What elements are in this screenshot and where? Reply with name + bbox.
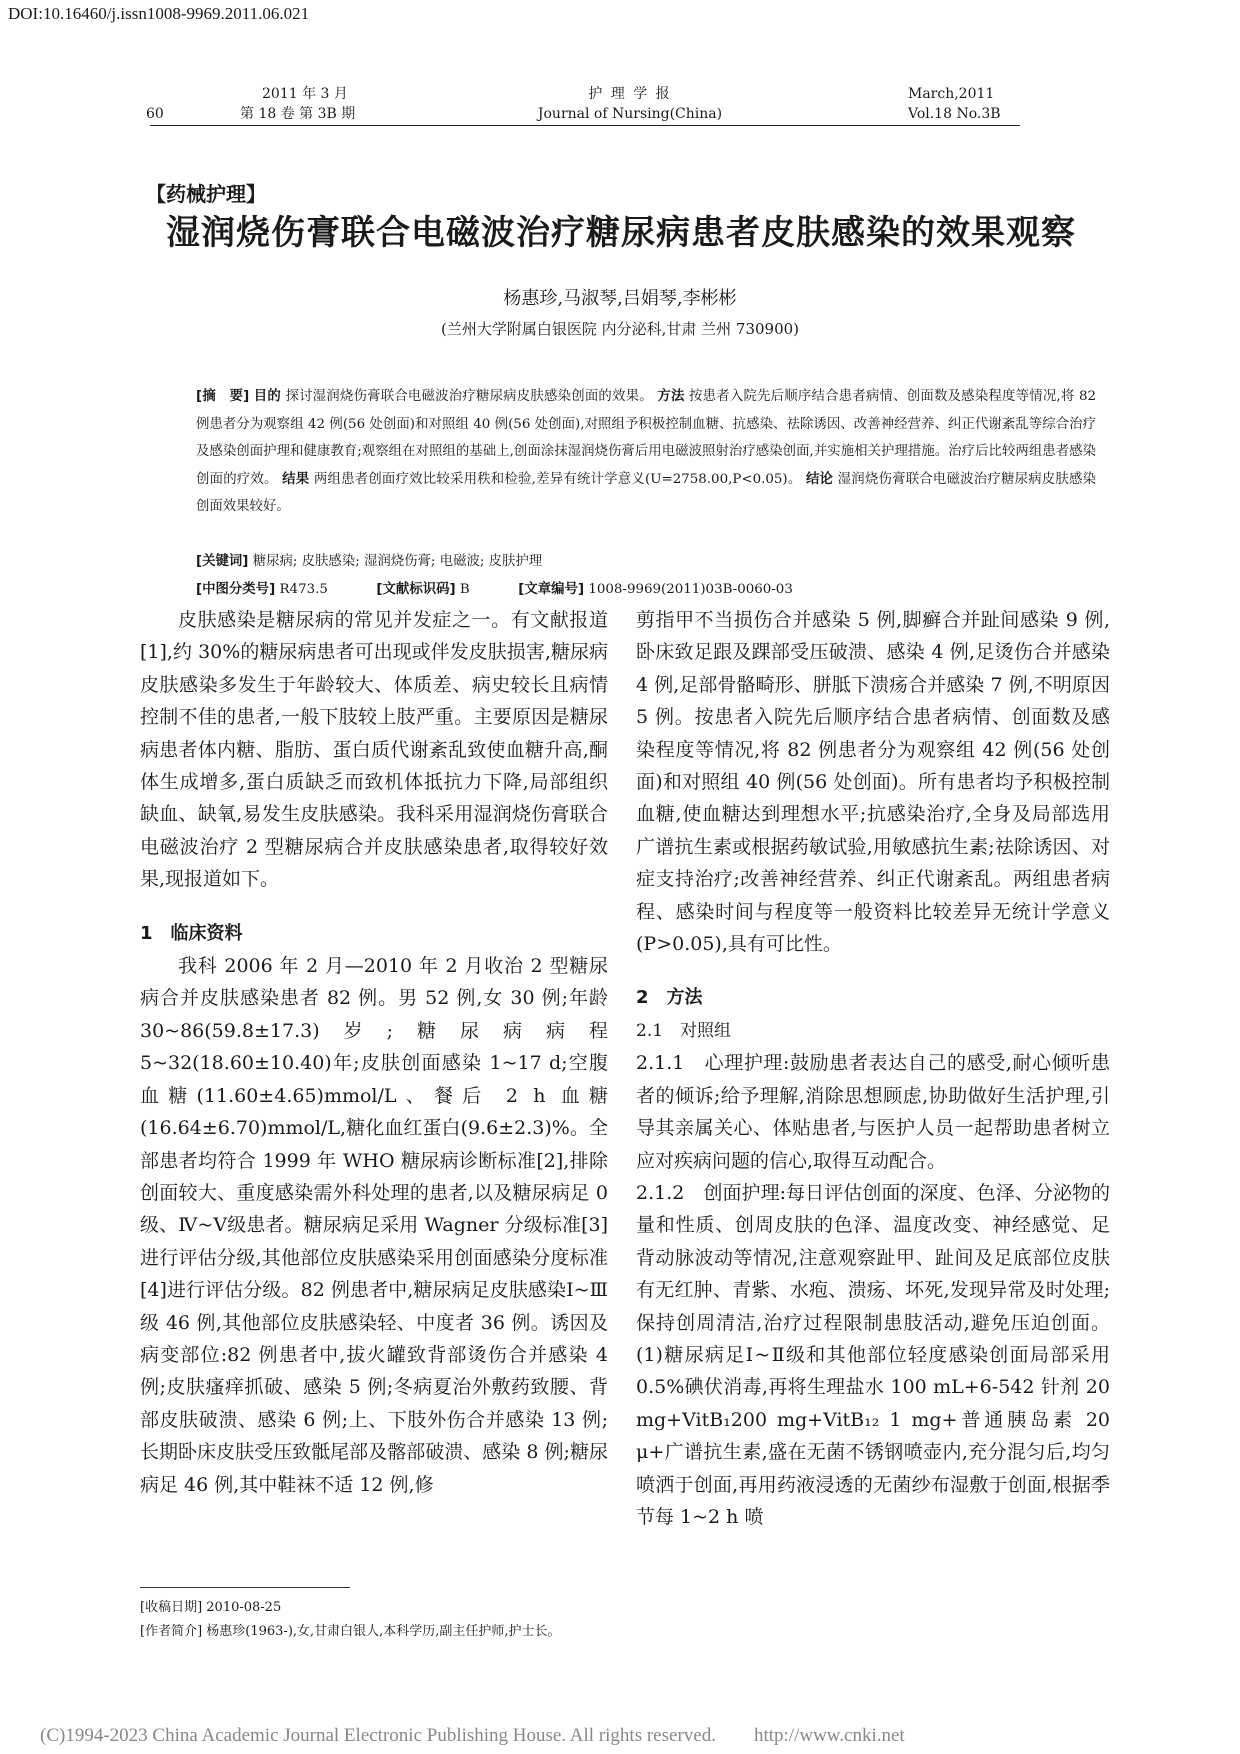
affiliation: (兰州大学附属白银医院 内分泌科,甘肃 兰州 730900) xyxy=(440,320,800,338)
header-journal-cn: 护 理 学 报 xyxy=(588,86,672,102)
header-volume-en: Vol.18 No.3B xyxy=(908,106,1001,122)
abstract-label: [摘 要] xyxy=(196,389,250,404)
author-info: [作者简介] 杨惠珍(1963-),女,甘肃白银人,本科学历,副主任护师,护士长。 xyxy=(140,1624,561,1639)
result-text: 两组患者创面疗效比较采用秩和检验,差异有统计学意义(U=2758.00,P<0.05)。 xyxy=(313,471,802,487)
right-column xyxy=(636,604,1110,1533)
doc-code-label: [文献标识码] xyxy=(376,582,456,597)
header-date-en: March,2011 xyxy=(908,86,995,102)
clc-label: [中图分类号] xyxy=(196,582,276,597)
conclusion-label: 结论 xyxy=(805,471,834,487)
authors: 杨惠珍,马淑琴,吕娟琴,李彬彬 xyxy=(503,288,737,309)
intro-paragraph: 皮肤感染是糖尿病的常见并发症之一。有文献报道[1],约 30%的糖尿病患者可出现或伴发皮肤损害,糖尿病皮肤感染多发生于年龄较大、体质差、病史较长且病情控制不佳的患者,一般下肢较上肢严重。主要原因是糖尿病患者体内糖、脂肪、蛋白质代谢紊乱致使血糖升高,酮体生成增多,蛋白质缺乏而致机体抵抗力下降,局部组织缺血、缺氧,易发生皮肤感染。我科采用湿润烧伤膏联合电磁波治疗 2 型糖尿病合并皮肤感染患者,取得较好效果,现报道如下。 xyxy=(140,609,608,891)
result-label: 结果 xyxy=(282,471,310,487)
article-title: 湿润烧伤膏联合电磁波治疗糖尿病患者皮肤感染的效果观察 xyxy=(166,213,1076,253)
section-1-heading: 1 临床资料 xyxy=(140,922,243,944)
purpose-label: 目的 xyxy=(253,389,281,404)
section-tag: 【药械护理】 xyxy=(146,182,266,206)
footnote-rule xyxy=(140,1587,350,1588)
section-2-1-1: 2.1.1 心理护理:鼓励患者表达自己的感受,耐心倾听患者的倾诉;给予理解,消除思想顾虑,协助做好生活护理,引导其亲属关心、体贴患者,与医护人员一起帮助患者树立应对疾病问题的信心,取得互动配合。 xyxy=(636,1052,1110,1172)
header-rule xyxy=(150,125,1020,126)
received-date: [收稿日期] 2010-08-25 xyxy=(140,1600,282,1615)
doi-line: DOI:10.16460/j.issn1008-9969.2011.06.021 xyxy=(8,4,310,23)
header-journal-en: Journal of Nursing(China) xyxy=(537,106,723,122)
article-number-label: [文章编号] xyxy=(518,582,585,597)
clc-value: R473.5 xyxy=(279,582,328,597)
keywords xyxy=(196,550,542,569)
section-1-continued: 剪指甲不当损伤合并感染 5 例,脚癣合并趾间感染 9 例,卧床致足跟及踝部受压破溃、感染 4 例,足烫伤合并感染 4 例,足部骨骼畸形、胼胝下溃疡合并感染 7 例,不明原因 5 例。按患者入院先后顺序结合患者病情、创面数及感染程度等情况,将 82 例患者分为观察组 42 例(56 处创面)和对照组 40 例(56 处创面)。所有患者均予积极控制血糖,使血糖达到理想水平;抗感染治疗,全身及局部选用广谱抗生素或根据药敏试验,用敏感抗生素;祛除诱因、对症支持治疗;改善神经营养、纠正代谢紊乱。两组患者病程、感染时间与程度等一般资料比较差异无统计学意义(P>0.05),具有可比性。 xyxy=(636,609,1110,956)
header-date-cn: 2011 年 3 月 xyxy=(262,86,348,102)
method-text: 按患者入院先后顺序结合患者病情、创面数及感染程度等情况,将 82 例患者分为观察组 42 例(56 处创面)和对照组 40 例(56 处创面),对照组予积极控制血糖、抗感染、祛除诱因、改善神经营养、纠正代谢紊乱等综合治疗及感染创面护理和健康教育;观察组在对照组的基础上,创面涂抹湿润烧伤膏后用电磁波照射治疗感染创面,并实施相关护理措施。治疗后比较两组患者感染创面的疗效。 xyxy=(196,389,1097,487)
doc-code-value: B xyxy=(459,582,470,597)
conclusion-text: 湿润烧伤膏联合电磁波治疗糖尿病皮肤感染创面效果较好。 xyxy=(196,471,1097,514)
page-number: 60 xyxy=(146,106,164,122)
section-2-heading: 2 方法 xyxy=(636,987,703,1009)
article-number-value: 1008-9969(2011)03B-0060-03 xyxy=(588,582,793,597)
footnote xyxy=(140,1596,600,1644)
section-2-1-heading: 2.1 对照组 xyxy=(636,1020,732,1041)
section-2-1-2: 2.1.2 创面护理:每日评估创面的深度、色泽、分泌物的量和性质、创周皮肤的色泽、温度改变、神经感觉、足背动脉波动等情况,注意观察趾甲、趾间及足底部位皮肤有无红肿、青紫、水疱、溃疡、坏死,发现异常及时处理;保持创周清洁,治疗过程限制患肢活动,避免压迫创面。(1)糖尿病足Ⅰ~Ⅱ级和其他部位轻度感染创面局部采用 0.5%碘伏消毒,再将生理盐水 100 mL+6-542 针剂 20 mg+VitB₁200 mg+VitB₁₂ 1 mg+普通胰岛素 20 μ+广谱抗生素,盛在无菌不锈钢喷壶内,充分混匀后,均匀喷洒于创面,再用药液浸透的无菌纱布湿敷于创面,根据季节每 1~2 h 喷 xyxy=(636,1181,1110,1528)
keywords-text: 糖尿病; 皮肤感染; 湿润烧伤膏; 电磁波; 皮肤护理 xyxy=(252,554,543,569)
abstract xyxy=(196,383,1096,521)
header-volume-cn: 第 18 卷 第 3B 期 xyxy=(240,106,356,122)
left-column xyxy=(140,604,608,1501)
method-label: 方法 xyxy=(657,389,685,404)
copyright-footer: (C)1994-2023 China Academic Journal Electronic Publishing House. All rights reserved. http://www.cnki.net xyxy=(40,1725,905,1746)
section-1-paragraph: 我科 2006 年 2 月—2010 年 2 月收治 2 型糖尿病合并皮肤感染患者 82 例。男 52 例,女 30 例;年龄 30~86(59.8±17.3)岁;糖尿病病程 5~32(18.60±10.40)年;皮肤创面感染 1~17 d;空腹血糖(11.60±4.65)mmol/L、餐后 2 h 血糖(16.64±6.70)mmol/L,糖化血红蛋白(9.6±2.3)%。全部患者均符合 1999 年 WHO 糖尿病诊断标准[2],排除创面较大、重度感染需外科处理的患者,以及糖尿病足 0 级、Ⅳ~Ⅴ级患者。糖尿病足采用 Wagner 分级标准[3]进行评估分级,其他部位皮肤感染采用创面感染分度标准[4]进行评估分级。82 例患者中,糖尿病足皮肤感染Ⅰ~Ⅲ级 46 例,其他部位皮肤感染轻、中度者 36 例。诱因及病变部位:82 例患者中,拔火罐致背部烫伤合并感染 4 例;皮肤瘙痒抓破、感染 5 例;冬病夏治外敷药致腰、背部皮肤破溃、感染 6 例;上、下肢外伤合并感染 13 例;长期卧床皮肤受压致骶尾部及髂部破溃、感染 8 例;糖尿病足 46 例,其中鞋袜不适 12 例,修 xyxy=(140,955,608,1496)
purpose-text: 探讨湿润烧伤膏联合电磁波治疗糖尿病皮肤感染创面的效果。 xyxy=(285,389,653,404)
keywords-label: [关键词] xyxy=(196,554,249,569)
classification-line xyxy=(196,578,1096,597)
